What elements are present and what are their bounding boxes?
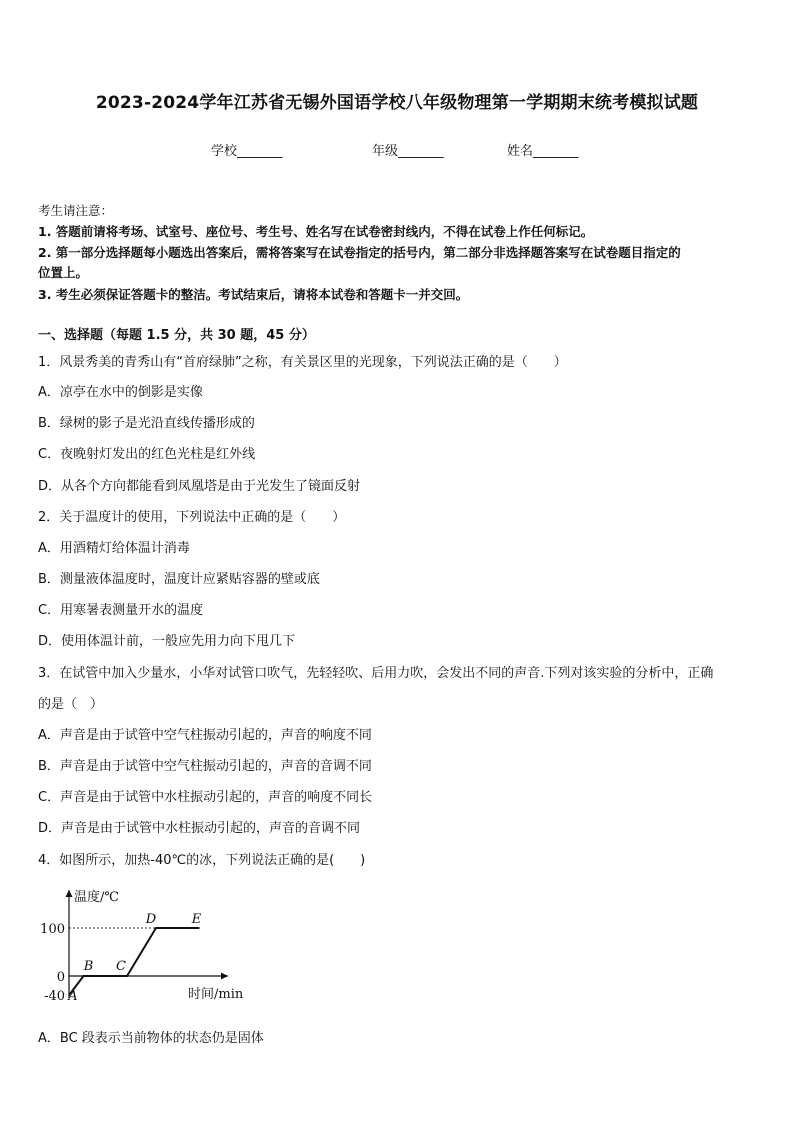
y-axis-label: 温度/℃ bbox=[74, 890, 119, 905]
point-label-e: E bbox=[191, 912, 202, 927]
q1-option-a: A．凉亭在水中的倒影是实像 bbox=[38, 385, 203, 400]
q3-option-c: C．声音是由于试管中水柱振动引起的，声音的响度不同长 bbox=[38, 790, 373, 805]
heating-curve-chart bbox=[38, 884, 258, 1009]
notice-item-3: 3. 考生必须保证答题卡的整洁。考试结束后，请将本试卷和答题卡一并交回。 bbox=[38, 287, 469, 302]
x-axis-label: 时间/min bbox=[188, 987, 244, 1002]
y-tick-label: 0 bbox=[56, 970, 65, 985]
point-label-d: D bbox=[145, 912, 157, 927]
section-heading: 一、选择题（每题 1.5 分，共 30 题，45 分） bbox=[38, 328, 315, 343]
q1-option-b: B．绿树的影子是光沿直线传播形成的 bbox=[38, 416, 255, 431]
q3-option-d: D．声音是由于试管中水柱振动引起的，声音的音调不同 bbox=[38, 821, 361, 836]
y-tick-label: -40 bbox=[44, 989, 65, 1005]
name-field[interactable]: 姓名_______ bbox=[507, 144, 579, 159]
school-field[interactable]: 学校_______ bbox=[211, 144, 283, 159]
q3-option-a: A．声音是由于试管中空气柱振动引起的，声音的响度不同 bbox=[38, 728, 372, 743]
page-title: 2023-2024学年江苏省无锡外国语学校八年级物理第一学期期末统考模拟试题 bbox=[95, 93, 699, 113]
grade-field[interactable]: 年级_______ bbox=[372, 144, 444, 159]
q1-option-c: C．夜晚射灯发出的红色光柱是红外线 bbox=[38, 447, 256, 462]
q3-stem-cont: 的是（ ） bbox=[38, 697, 104, 712]
q2-option-d: D．使用体温计前，一般应先用力向下甩几下 bbox=[38, 634, 296, 649]
point-label-b: B bbox=[83, 959, 94, 974]
q2-stem: 2．关于温度计的使用，下列说法中正确的是（ ） bbox=[38, 510, 346, 525]
q3-option-b: B．声音是由于试管中空气柱振动引起的，声音的音调不同 bbox=[38, 759, 372, 774]
q2-option-b: B．测量液体温度时，温度计应紧贴容器的壁或底 bbox=[38, 572, 320, 587]
notice-heading: 考生请注意： bbox=[38, 203, 114, 218]
q4-option-a: A．BC 段表示当前物体的状态仍是固体 bbox=[38, 1031, 264, 1046]
q3-stem: 3．在试管中加入少量水，小华对试管口吹气，先轻轻吹、后用力吹，会发出不同的声音.下列对该实验的分析中，正确 bbox=[38, 666, 714, 681]
y-tick-label: 100 bbox=[40, 922, 65, 937]
q1-option-d: D．从各个方向都能看到凤凰塔是由于光发生了镜面反射 bbox=[38, 479, 361, 494]
q2-option-c: C．用寒暑表测量开水的温度 bbox=[38, 603, 204, 618]
point-label-c: C bbox=[116, 959, 126, 974]
q2-option-a: A．用酒精灯给体温计消毒 bbox=[38, 541, 190, 556]
notice-item-1: 1. 答题前请将考场、试室号、座位号、考生号、姓名写在试卷密封线内，不得在试卷上作任何标记。 bbox=[38, 224, 594, 239]
point-label-a: A bbox=[68, 989, 78, 1005]
notice-item-2: 2. 第一部分选择题每小题选出答案后，需将答案写在试卷指定的括号内，第二部分非选择题答案写在试卷题目指定的 bbox=[38, 245, 681, 260]
q1-stem: 1．风景秀美的青秀山有“首府绿肺”之称，有关景区里的光现象，下列说法正确的是（ ） bbox=[38, 355, 567, 370]
notice-item-2-cont: 位置上。 bbox=[38, 265, 89, 280]
q4-stem: 4．如图所示，加热-40℃的冰，下列说法正确的是( ) bbox=[38, 853, 366, 868]
